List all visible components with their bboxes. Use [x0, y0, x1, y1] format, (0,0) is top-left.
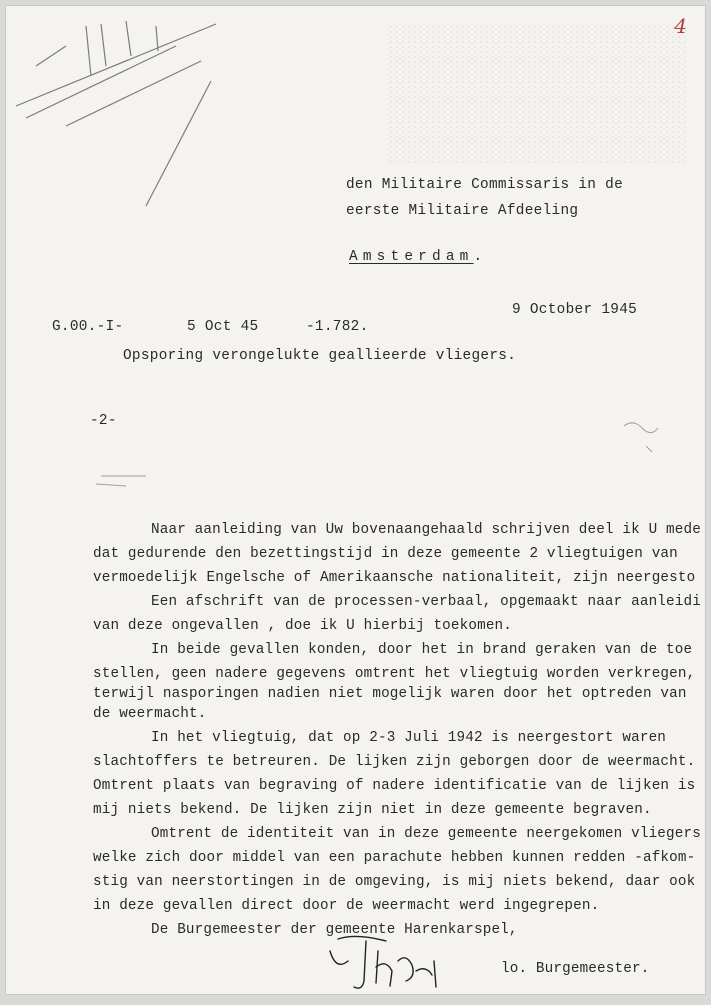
body-line: Naar aanleiding van Uw bovenaangehaald schrijven deel ik U mede [151, 522, 701, 538]
body-line: welke zich door middel van een parachute hebben kunnen redden -afkom- [93, 850, 696, 866]
signature-title: lo. Burgemeester. [501, 961, 650, 977]
reference-code: G.00.-I- [52, 319, 124, 335]
body-line: dat gedurende den bezettingstijd in deze gemeente 2 vliegtuigen van [93, 546, 678, 562]
attachments-marker: -2- [90, 413, 117, 429]
body-line: Omtrent plaats van begraving of nadere identificatie van de lijken is [93, 778, 696, 794]
handwritten-signature [326, 931, 486, 995]
body-line: stellen, geen nadere gegevens omtrent het vliegtuig worden verkregen, [93, 666, 696, 682]
body-line: stig van neerstortingen in de omgeving, is mij niets bekend, daar ook [93, 874, 696, 890]
body-line: In beide gevallen konden, door het in brand geraken van de toe [151, 642, 693, 658]
body-line: vermoedelijk Engelsche of Amerikaansche nationaliteit, zijn neergesto [93, 570, 696, 586]
subject-line: Opsporing verongelukte geallieerde vliegers. [123, 348, 517, 364]
reference-number: -1.782. [306, 319, 369, 335]
addressee-city-name: Amsterdam [349, 249, 474, 265]
body-line: Een afschrift van de processen-verbaal, opgemaakt naar aanleidi [151, 594, 701, 610]
addressee-line-2: eerste Militaire Afdeeling [346, 203, 579, 219]
document-page [5, 5, 706, 995]
body-line: Omtrent de identiteit van in deze gemeente neergekomen vliegers [151, 826, 701, 842]
body-line: de weermacht. [93, 706, 207, 722]
body-line: slachtoffers te betreuren. De lijken zijn geborgen door de weermacht. [93, 754, 696, 770]
body-line: In het vliegtuig, dat op 2-3 Juli 1942 is neergestort waren [151, 730, 667, 746]
body-line: van deze ongevallen , doe ik U hierbij toekomen. [93, 618, 513, 634]
page-number: 4 [674, 14, 687, 38]
closing-line: De Burgemeester der gemeente Harenkarspel, [151, 922, 518, 938]
body-line: mij niets bekend. De lijken zijn niet in deze gemeente begraven. [93, 802, 652, 818]
addressee-line-1: den Militaire Commissaris in de [346, 177, 624, 193]
addressee-city [349, 250, 482, 264]
scan-noise [6, 6, 706, 995]
body-line: in deze gevallen direct door de weermacht werd ingegrepen. [93, 898, 600, 914]
letter-date: 9 October 1945 [512, 302, 638, 318]
reference-date: 5 Oct 45 [187, 319, 259, 335]
addressee-city-suffix: . [473, 249, 483, 265]
body-line: terwijl nasporingen nadien niet mogelijk waren door het optreden van [93, 686, 687, 702]
